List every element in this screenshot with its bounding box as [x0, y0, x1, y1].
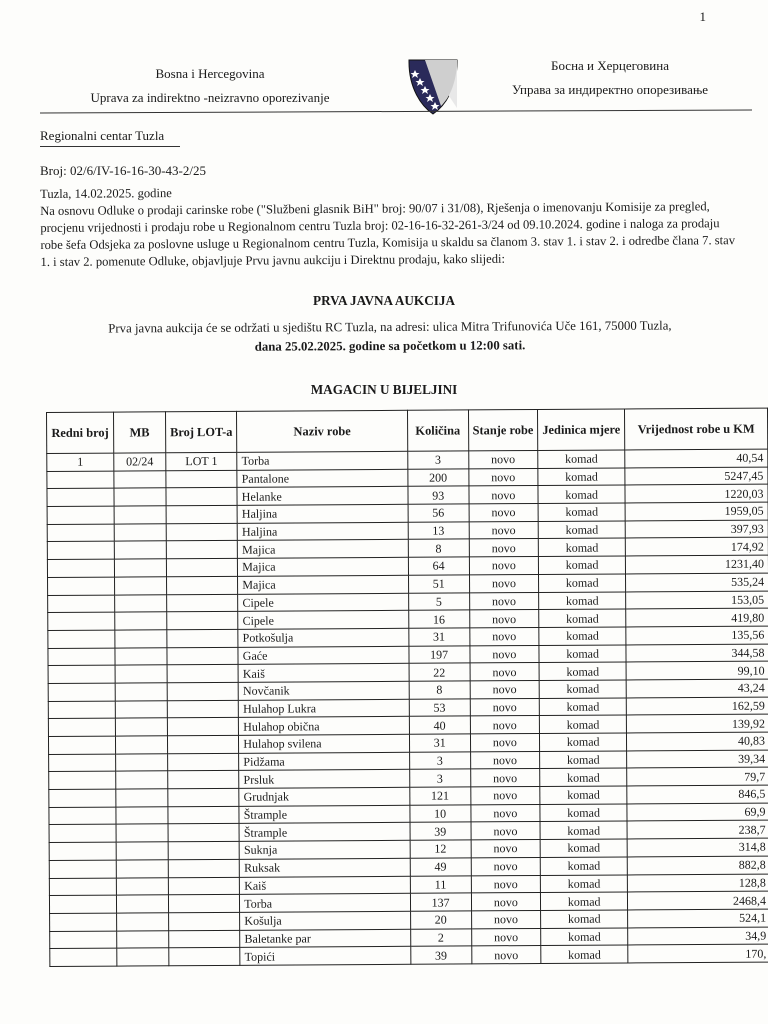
cell-naziv: Ruksak — [240, 858, 411, 877]
cell-vrijednost: 128,8 — [627, 874, 768, 893]
cell-lot — [167, 700, 238, 718]
cell-stanje: novo — [471, 875, 541, 893]
col-header-vrijednost: Vrijednost robe u KM — [625, 408, 768, 450]
cell-naziv: Košulja — [240, 911, 411, 930]
cell-naziv: Kaiš — [240, 876, 411, 895]
cell-kolicina: 31 — [409, 628, 470, 646]
document-number: Broj: 02/6/IV-16-16-30-43-2/25 — [40, 163, 206, 178]
cell-lot — [167, 647, 238, 665]
authority-name-latin: Uprava za indirektno -neizravno oporezivanje — [90, 90, 330, 105]
cell-stanje: novo — [469, 645, 539, 663]
intro-paragraph: Na osnovu Odluke o prodaji carinske robe ("Službeni glasnik BiH" broj: 90/07 i 31/08), Rješenja o imenovanju Komisije za pregled, procjenu vrijednosti i prodaju robe u Regionalnom centru Tuzla broj: 02-16-16-32-261-3/24 od 09.10.2024. godine i naloga za prodaju robe šefa Odsjeka za poslovne usluge u Regionalnom centru Tuzla, Komisija u skaldu sa članom 3. stav 1. i stav 2. i odredbe člana 7. stav 1. i stav 2. pomenute Odluke, objavljuje Prvu javnu aukciju i Direktnu prodaju, kako slijedi: — [40, 199, 736, 269]
cell-redni-broj — [49, 878, 116, 896]
cell-kolicina: 8 — [408, 539, 469, 557]
cell-vrijednost: 2468,4 — [628, 891, 768, 910]
cell-mb — [115, 683, 167, 701]
cell-jedinica: komad — [539, 556, 626, 574]
cell-lot — [167, 735, 238, 753]
cell-jedinica: komad — [539, 662, 626, 680]
cell-vrijednost: 882,8 — [627, 856, 768, 875]
goods-table — [46, 408, 768, 967]
cell-redni-broj — [50, 931, 117, 949]
cell-mb — [115, 665, 167, 683]
cell-jedinica: komad — [540, 821, 627, 839]
cell-redni-broj — [50, 948, 117, 966]
auction-heading: PRVA JAVNA AUKCIJA — [313, 293, 455, 308]
cell-mb — [114, 470, 166, 488]
col-header-mb: MB — [113, 412, 165, 453]
cell-naziv: Potkošulja — [238, 628, 409, 647]
cell-kolicina: 12 — [410, 840, 471, 858]
col-header-jedinica: Jedinica mjere — [538, 409, 625, 451]
cell-jedinica: komad — [541, 892, 628, 910]
cell-lot — [168, 771, 239, 789]
cell-jedinica: komad — [541, 945, 628, 963]
document-meta — [40, 163, 206, 179]
cell-redni-broj — [49, 754, 116, 772]
cell-vrijednost: 69,9 — [627, 803, 768, 822]
cell-jedinica: komad — [539, 627, 626, 645]
cell-lot — [168, 806, 239, 824]
cell-mb — [115, 647, 167, 665]
venue-address: Prva javna aukcija će se održati u sjedištu RC Tuzla, na adresi: ulica Mitra Trifunovića Uče 161, 75000 Tuzla, — [108, 318, 672, 336]
cell-mb — [117, 948, 169, 966]
cell-jedinica: komad — [538, 485, 625, 503]
cell-lot — [168, 788, 239, 806]
cell-mb — [116, 771, 168, 789]
cell-stanje: novo — [471, 928, 541, 946]
cell-vrijednost: 535,24 — [626, 573, 768, 592]
header-left — [40, 62, 380, 110]
cell-stanje: novo — [470, 751, 540, 769]
auction-date: dana 25.02.2025. godine sa početkom u 12:00 sati. — [254, 338, 526, 354]
cell-kolicina: 51 — [408, 575, 469, 593]
cell-kolicina: 13 — [408, 522, 469, 540]
cell-lot — [169, 948, 240, 966]
cell-naziv: Cipele — [238, 593, 409, 612]
cell-lot — [166, 470, 237, 488]
cell-kolicina: 5 — [408, 592, 469, 610]
cell-naziv: Haljina — [237, 504, 408, 523]
cell-jedinica: komad — [540, 839, 627, 857]
cell-naziv: Majica — [238, 575, 409, 594]
cell-kolicina: 64 — [408, 557, 469, 575]
cell-kolicina: 16 — [409, 610, 470, 628]
cell-naziv: Pidžama — [239, 752, 410, 771]
cell-kolicina: 3 — [408, 451, 469, 469]
cell-jedinica: komad — [540, 804, 627, 822]
cell-jedinica: komad — [538, 503, 625, 521]
page-number: 1 — [699, 9, 706, 24]
cell-vrijednost: 5247,45 — [625, 467, 768, 486]
cell-jedinica: komad — [539, 609, 626, 627]
cell-redni-broj — [49, 860, 116, 878]
cell-redni-broj — [48, 736, 115, 754]
cell-redni-broj — [48, 665, 115, 683]
cell-mb — [114, 488, 166, 506]
cell-lot — [167, 612, 238, 630]
cell-kolicina: 137 — [410, 893, 471, 911]
cell-stanje: novo — [470, 769, 540, 787]
cell-jedinica: komad — [539, 538, 626, 556]
document-date: Tuzla, 14.02.2025. godine — [40, 186, 172, 201]
cell-vrijednost: 1959,05 — [625, 502, 768, 521]
cell-redni-broj — [48, 648, 115, 666]
cell-redni-broj — [48, 701, 115, 719]
cell-naziv: Torba — [237, 451, 408, 470]
cell-naziv: Gaće — [238, 646, 409, 665]
cell-vrijednost: 40,83 — [627, 732, 768, 751]
cell-naziv: Suknja — [239, 840, 410, 859]
cell-vrijednost: 40,54 — [625, 449, 768, 468]
cell-naziv: Cipele — [238, 610, 409, 629]
cell-vrijednost: 43,24 — [626, 679, 768, 698]
cell-lot — [167, 682, 238, 700]
cell-redni-broj — [48, 718, 115, 736]
cell-kolicina: 22 — [409, 663, 470, 681]
cell-lot — [166, 541, 237, 559]
cell-mb — [114, 541, 166, 559]
cell-redni-broj — [47, 488, 114, 506]
cell-stanje: novo — [471, 840, 541, 858]
cell-stanje: novo — [470, 698, 540, 716]
cell-stanje: novo — [469, 557, 539, 575]
cell-kolicina: 121 — [410, 787, 471, 805]
cell-jedinica: komad — [540, 786, 627, 804]
cell-jedinica: komad — [538, 468, 625, 486]
cell-naziv: Štrample — [239, 823, 410, 842]
cell-jedinica: komad — [539, 680, 626, 698]
cell-kolicina: 3 — [409, 752, 470, 770]
cell-naziv: Baletanke par — [240, 929, 411, 948]
cell-kolicina: 11 — [410, 875, 471, 893]
cell-lot — [168, 877, 239, 895]
cell-stanje: novo — [471, 946, 541, 964]
cell-mb — [116, 913, 168, 931]
cell-naziv: Hulahop Lukra — [239, 699, 410, 718]
country-name-cyrillic: Босна и Херцеговина — [551, 58, 669, 73]
cell-redni-broj — [48, 595, 115, 613]
cell-vrijednost: 79,7 — [627, 767, 768, 786]
cell-mb — [116, 842, 168, 860]
cell-vrijednost: 170, — [628, 944, 768, 963]
cell-stanje: novo — [470, 663, 540, 681]
table-header-row — [47, 408, 768, 453]
cell-naziv: Helanke — [237, 487, 408, 506]
cell-mb — [115, 700, 167, 718]
cell-lot — [169, 930, 240, 948]
auction-venue — [40, 316, 740, 358]
cell-naziv: Majica — [238, 557, 409, 576]
cell-mb — [114, 594, 166, 612]
cell-stanje: novo — [468, 450, 538, 468]
cell-lot — [167, 629, 238, 647]
cell-stanje: novo — [471, 910, 541, 928]
cell-stanje: novo — [471, 857, 541, 875]
cell-stanje: novo — [469, 504, 539, 522]
goods-table-wrapper — [46, 408, 768, 967]
cell-lot — [168, 841, 239, 859]
cell-kolicina: 56 — [408, 504, 469, 522]
col-header-kolicina: Količina — [407, 410, 468, 451]
cell-stanje: novo — [469, 610, 539, 628]
cell-kolicina: 53 — [409, 699, 470, 717]
col-header-stanje: Stanje robe — [468, 409, 538, 450]
cell-naziv: Grudnjak — [239, 787, 410, 806]
cell-mb — [116, 824, 168, 842]
regional-center-name: Regionalni centar Tuzla — [40, 128, 165, 143]
cell-redni-broj: 1 — [47, 453, 114, 471]
cell-jedinica: komad — [541, 910, 628, 928]
cell-vrijednost: 344,58 — [626, 644, 768, 663]
cell-lot — [167, 594, 238, 612]
cell-vrijednost: 34,9 — [628, 927, 768, 946]
cell-lot — [166, 505, 237, 523]
cell-redni-broj — [49, 842, 116, 860]
cell-kolicina: 20 — [410, 911, 471, 929]
cell-redni-broj — [49, 895, 116, 913]
cell-stanje: novo — [469, 627, 539, 645]
cell-mb — [116, 789, 168, 807]
cell-mb — [116, 860, 168, 878]
cell-kolicina: 40 — [409, 716, 470, 734]
header-right — [480, 54, 740, 102]
cell-mb — [115, 753, 167, 771]
cell-mb — [114, 559, 166, 577]
cell-redni-broj — [49, 771, 116, 789]
cell-stanje: novo — [470, 733, 540, 751]
cell-redni-broj — [47, 471, 114, 489]
cell-kolicina: 93 — [408, 486, 469, 504]
cell-vrijednost: 39,34 — [627, 750, 768, 769]
col-header-lot: Broj LOT-a — [165, 411, 237, 452]
cell-stanje: novo — [470, 716, 540, 734]
cell-lot — [166, 488, 237, 506]
cell-jedinica: komad — [540, 857, 627, 875]
cell-redni-broj — [47, 506, 114, 524]
cell-jedinica: komad — [539, 645, 626, 663]
regional-center-underline — [40, 146, 180, 147]
cell-vrijednost: 162,59 — [626, 697, 768, 716]
cell-kolicina: 2 — [410, 928, 471, 946]
cell-jedinica: komad — [540, 768, 627, 786]
cell-naziv: Pantalone — [237, 469, 408, 488]
cell-mb — [116, 877, 168, 895]
cell-kolicina: 200 — [408, 469, 469, 487]
cell-kolicina: 8 — [409, 681, 470, 699]
cell-redni-broj — [47, 559, 114, 577]
cell-vrijednost: 139,92 — [626, 714, 768, 733]
col-header-redni-broj: Redni broj — [47, 412, 114, 453]
cell-vrijednost: 524,1 — [628, 909, 768, 928]
cell-naziv: Topići — [240, 947, 411, 966]
cell-kolicina: 10 — [410, 805, 471, 823]
cell-kolicina: 31 — [409, 734, 470, 752]
cell-jedinica: komad — [541, 928, 628, 946]
cell-mb — [116, 895, 168, 913]
authority-name-cyrillic: Управа за индиректно опорезивање — [511, 82, 709, 97]
cell-redni-broj — [49, 807, 116, 825]
cell-naziv: Torba — [240, 893, 411, 912]
cell-mb — [116, 807, 168, 825]
cell-jedinica: komad — [538, 450, 625, 468]
cell-stanje: novo — [469, 592, 539, 610]
cell-lot — [169, 912, 240, 930]
intro-block — [40, 181, 741, 271]
cell-jedinica: komad — [540, 751, 627, 769]
cell-redni-broj — [47, 524, 114, 542]
cell-redni-broj — [48, 630, 115, 648]
cell-kolicina: 39 — [410, 822, 471, 840]
cell-jedinica: komad — [539, 574, 626, 592]
cell-mb — [115, 630, 167, 648]
cell-jedinica: komad — [539, 698, 626, 716]
cell-lot — [168, 753, 239, 771]
cell-jedinica: komad — [538, 521, 625, 539]
cell-redni-broj — [48, 683, 115, 701]
cell-vrijednost: 419,80 — [626, 608, 768, 627]
cell-jedinica: komad — [540, 715, 627, 733]
cell-jedinica: komad — [541, 874, 628, 892]
cell-redni-broj — [47, 542, 114, 560]
cell-stanje: novo — [469, 521, 539, 539]
cell-redni-broj — [49, 825, 116, 843]
cell-mb — [117, 930, 169, 948]
cell-redni-broj — [48, 612, 115, 630]
cell-kolicina: 3 — [410, 769, 471, 787]
cell-stanje: novo — [471, 822, 541, 840]
cell-stanje: novo — [468, 468, 538, 486]
cell-naziv: Kaiš — [238, 664, 409, 683]
cell-redni-broj — [50, 913, 117, 931]
cell-vrijednost: 153,05 — [626, 591, 768, 610]
cell-lot — [167, 665, 238, 683]
country-name-latin: Bosna i Hercegovina — [155, 66, 265, 81]
cell-lot — [167, 718, 238, 736]
cell-mb — [114, 506, 166, 524]
cell-vrijednost: 314,8 — [627, 838, 768, 857]
cell-stanje: novo — [470, 787, 540, 805]
cell-mb — [115, 736, 167, 754]
cell-naziv: Novčanik — [238, 681, 409, 700]
cell-mb — [114, 577, 166, 595]
cell-naziv: Hulahop obična — [239, 717, 410, 736]
cell-lot — [166, 558, 237, 576]
cell-vrijednost: 135,56 — [626, 626, 768, 645]
cell-lot — [168, 895, 239, 913]
cell-vrijednost: 1220,03 — [625, 484, 768, 503]
cell-mb: 02/24 — [114, 453, 166, 471]
cell-lot — [166, 576, 237, 594]
cell-lot: LOT 1 — [166, 452, 237, 470]
cell-jedinica: komad — [540, 733, 627, 751]
coat-of-arms-icon — [405, 58, 461, 116]
cell-vrijednost: 99,10 — [626, 661, 768, 680]
cell-vrijednost: 397,93 — [625, 520, 768, 539]
goods-table-body — [47, 449, 768, 966]
cell-lot — [166, 523, 237, 541]
cell-mb — [115, 612, 167, 630]
cell-vrijednost: 238,7 — [627, 821, 768, 840]
col-header-naziv: Naziv robe — [237, 410, 408, 452]
cell-stanje: novo — [469, 574, 539, 592]
cell-mb — [115, 718, 167, 736]
cell-kolicina: 197 — [409, 645, 470, 663]
cell-kolicina: 49 — [410, 858, 471, 876]
cell-redni-broj — [49, 789, 116, 807]
cell-stanje: novo — [469, 539, 539, 557]
cell-lot — [168, 824, 239, 842]
cell-vrijednost: 846,5 — [627, 785, 768, 804]
cell-naziv: Prsluk — [239, 770, 410, 789]
cell-lot — [168, 859, 239, 877]
cell-jedinica: komad — [539, 591, 626, 609]
cell-vrijednost: 1231,40 — [626, 555, 768, 574]
cell-stanje: novo — [470, 804, 540, 822]
table-row — [50, 944, 768, 966]
header-divider — [40, 109, 752, 113]
warehouse-heading: MAGACIN U BIJELJINI — [310, 382, 458, 397]
cell-mb — [114, 524, 166, 542]
cell-stanje: novo — [471, 893, 541, 911]
cell-kolicina: 39 — [411, 946, 472, 964]
cell-vrijednost: 174,92 — [625, 538, 768, 557]
cell-stanje: novo — [468, 486, 538, 504]
cell-naziv: Hulahop svilena — [239, 734, 410, 753]
cell-naziv: Haljina — [237, 522, 408, 541]
cell-redni-broj — [48, 577, 115, 595]
cell-naziv: Štrample — [239, 805, 410, 824]
cell-naziv: Majica — [238, 540, 409, 559]
cell-stanje: novo — [470, 680, 540, 698]
